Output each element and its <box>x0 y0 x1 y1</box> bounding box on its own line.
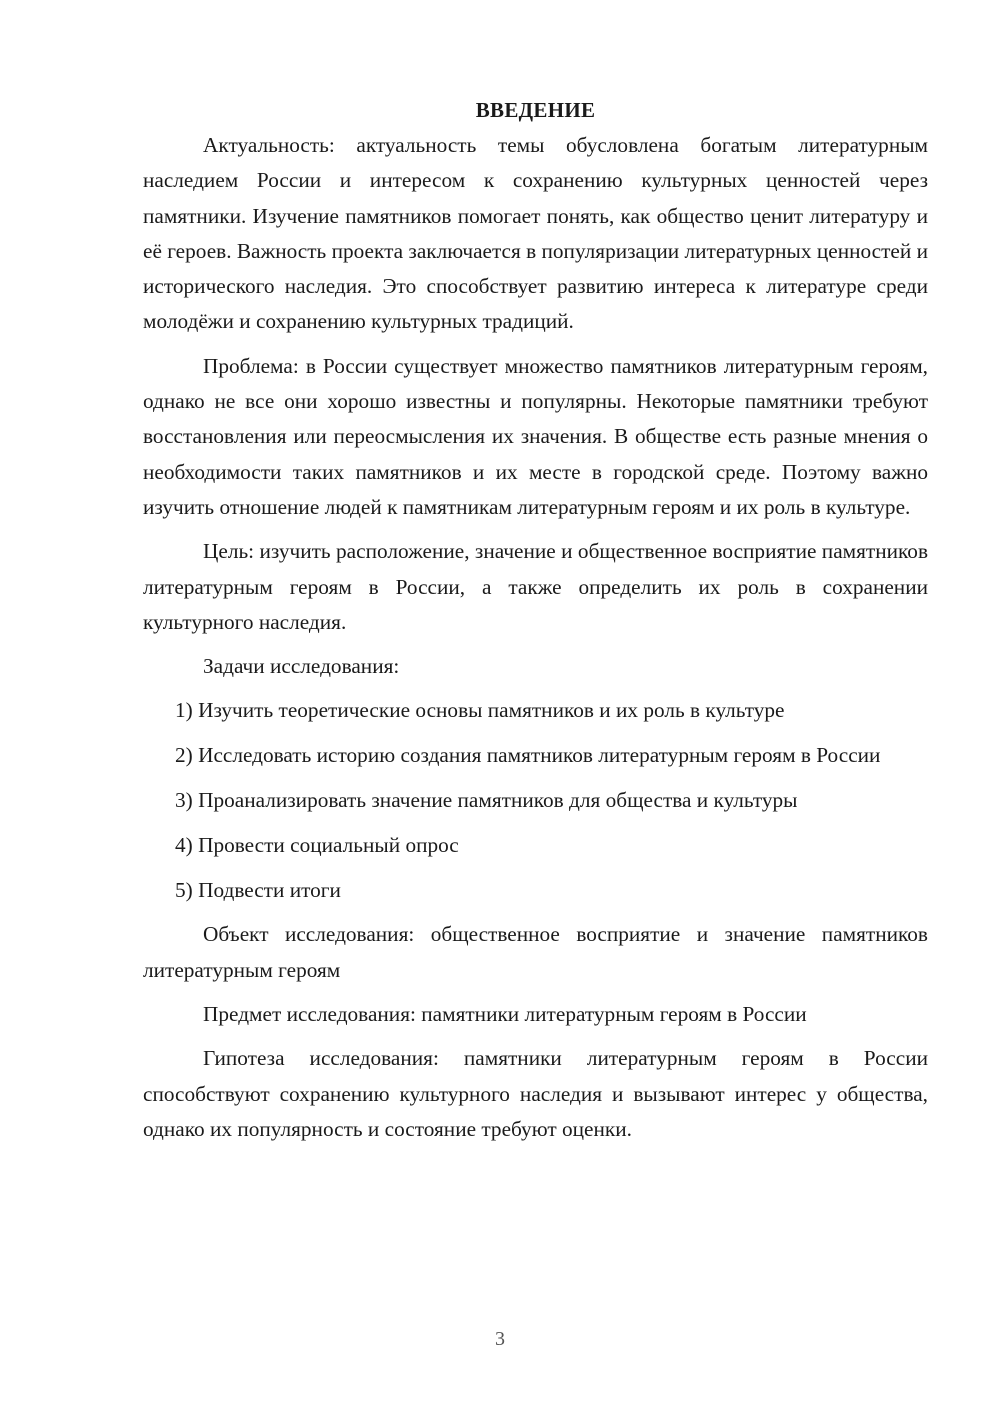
document-page <box>143 92 928 1156</box>
task-item-1: 1) Изучить теоретические основы памятников и их роль в культуре <box>175 698 785 723</box>
task-item-3: 3) Проанализировать значение памятников для общества и культуры <box>175 788 798 813</box>
section-heading: ВВЕДЕНИЕ <box>475 98 596 122</box>
hypothesis-paragraph: Гипотеза исследования: памятники литературным героям в России способствуют сохранению культурного наследия и вызывают интерес у общества, однако их популярность и состояние требуют оценки. <box>143 1046 928 1141</box>
page-number: 3 <box>495 1328 505 1350</box>
task-item-2: 2) Исследовать историю создания памятников литературным героям в России <box>175 743 881 768</box>
goal-paragraph: Цель: изучить расположение, значение и общественное восприятие памятников литературным героям в России, а также определить их роль в сохранении культурного наследия. <box>143 539 928 634</box>
object-paragraph: Объект исследования: общественное восприятие и значение памятников литературным героям <box>143 922 928 982</box>
tasks-intro: Задачи исследования: <box>203 654 400 679</box>
task-item-4: 4) Провести социальный опрос <box>175 832 459 857</box>
problem-paragraph: Проблема: в России существует множество памятников литературным героям, однако не все они хорошо известны и популярны. Некоторые памятники требуют восстановления или переосмысления их значения. В обществе есть разные мнения о необходимости таких памятников и их месте в городской среде. Поэтому важно изучить отношение людей к памятникам литературным героям и их роль в культуре. <box>143 353 928 519</box>
subject-paragraph: Предмет исследования: памятники литературным героям в России <box>203 1002 807 1027</box>
relevance-paragraph: Актуальность: актуальность темы обусловлена богатым литературным наследием России и интересом к сохранению культурных ценностей через памятники. Изучение памятников помогает понять, как общество ценит литературу и её героев. Важность проекта заключается в популяризации литературных ценностей и исторического наследия. Это способствует развитию интереса к литературе среди молодёжи и сохранению культурных традиций. <box>143 133 928 334</box>
task-item-5: 5) Подвести итоги <box>175 877 341 902</box>
